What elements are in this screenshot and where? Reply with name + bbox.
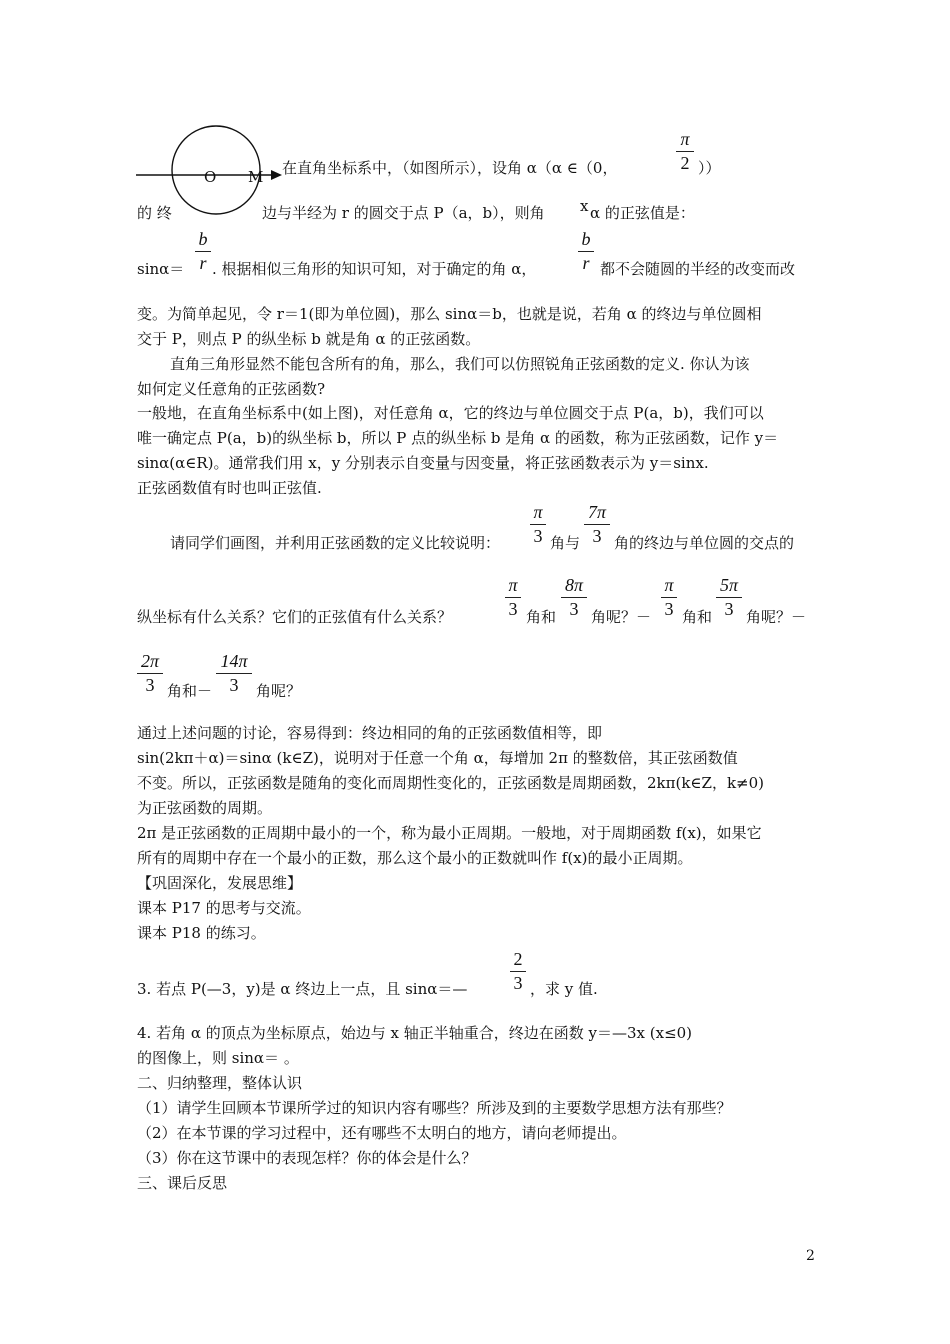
intro-line-3-end: 都不会随圆的半经的改变而改 — [600, 260, 796, 278]
intro-line-2-x: x — [580, 197, 589, 215]
fraction-14pi-over-3: 14π 3 — [216, 650, 252, 695]
figure-label-o: O — [204, 168, 217, 186]
para3-line-3: sinα(α∈R)。通常我们用 x，y 分别表示自变量与因变量，将正弦函数表示为 y＝sinx. — [137, 454, 709, 472]
fraction-5pi-over-3: 5π 3 — [716, 574, 742, 619]
question-line-2a: 纵坐标有什么关系？它们的正弦值有什么关系？ — [137, 608, 453, 626]
question-line-3b: 角呢？ — [256, 682, 302, 700]
figure-label-m: M — [248, 168, 264, 186]
fraction-2-over-3: 2 3 — [510, 948, 526, 993]
fraction-pi-over-3-c: π 3 — [661, 574, 677, 619]
intro-line-4: 变。为简单起见，令 r＝1(即为单位圆)，那么 sinα＝b，也就是说，若角 α 的终边与单位圆相 — [137, 305, 762, 323]
sin-alpha-prefix: sinα＝ — [137, 260, 185, 278]
summary-title: 二、归纳整理，整体认识 — [137, 1074, 303, 1092]
intro-line-5: 交于 P，则点 P 的纵坐标 b 就是角 α 的正弦函数。 — [137, 330, 481, 348]
question-line-2c: 角呢？－ — [591, 608, 652, 626]
para2-line-1: 直角三角形显然不能包含所有的角，那么，我们可以仿照锐角正弦函数的定义. 你认为该 — [170, 355, 750, 373]
intro-line-1: 在直角坐标系中，（如图所示），设角 α（α ∈（0， — [282, 159, 618, 177]
question-line-2d: 角和 — [682, 608, 713, 626]
page-number: 2 — [806, 1248, 815, 1264]
fraction-b-over-r: b r — [195, 228, 211, 273]
conclusion-line-6: 所有的周期中存在一个最小的正数，那么这个最小的正数就叫作 f(x)的最小正周期。 — [137, 849, 693, 867]
intro-line-2b: 边与半经为 r 的圆交于点 P（a，b），则角 — [262, 204, 545, 222]
fraction-8pi-over-3: 8π 3 — [561, 574, 587, 619]
exercise-3-text-a: 3. 若点 P(—3，y)是 α 终边上一点，且 sinα＝— — [137, 980, 468, 998]
fraction-b-over-r-2: b r — [578, 228, 594, 273]
question-line-1b: 角与 — [550, 534, 581, 552]
conclusion-line-2: sin(2kπ＋α)＝sinα (k∈Z)，说明对于任意一个角 α，每增加 2π 的整数倍，其正弦函数值 — [137, 749, 738, 767]
summary-question-3: （3）你在这节课中的表现怎样？你的体会是什么？ — [137, 1149, 477, 1167]
intro-line-1-end: ）） — [698, 159, 721, 177]
exercise-4-line-2: 的图像上，则 sinα＝ 。 — [137, 1049, 299, 1067]
para2-line-2: 如何定义任意角的正弦函数? — [137, 380, 326, 398]
conclusion-line-5: 2π 是正弦函数的正周期中最小的一个，称为最小正周期。一般地，对于周期函数 f(x)，如果它 — [137, 824, 762, 842]
question-line-2b: 角和 — [526, 608, 557, 626]
consolidate-item-2: 课本 P18 的练习。 — [137, 924, 266, 942]
conclusion-line-3: 不变。所以，正弦函数是随角的变化而周期性变化的，正弦函数是周期函数，2kπ(k∈Z，k≠0) — [137, 774, 765, 792]
exercise-3-text-b: ，求 y 值. — [530, 980, 598, 998]
fraction-2pi-over-3: 2π 3 — [137, 650, 163, 695]
fraction-pi-over-2: π 2 — [676, 128, 694, 173]
para3-line-2: 唯一确定点 P(a，b)的纵坐标 b，所以 P 点的纵坐标 b 是角 α 的函数，称为正弦函数，记作 y＝ — [137, 429, 779, 447]
intro-line-2c: α 的正弦值是： — [590, 204, 695, 222]
question-line-1c: 角的终边与单位圆的交点的 — [614, 534, 795, 552]
question-line-2e: 角呢？－ — [746, 608, 807, 626]
intro-line-2a: 的 终 — [137, 204, 172, 222]
summary-question-2: （2）在本节课的学习过程中，还有哪些不太明白的地方，请向老师提出。 — [137, 1124, 627, 1142]
fraction-pi-over-3-b: π 3 — [505, 574, 521, 619]
consolidate-item-1: 课本 P17 的思考与交流。 — [137, 899, 311, 917]
consolidate-title: 【巩固深化，发展思维】 — [137, 874, 303, 892]
intro-line-3-mid: . 根据相似三角形的知识可知，对于确定的角 α， — [212, 260, 537, 278]
conclusion-line-4: 为正弦函数的周期。 — [137, 799, 273, 817]
question-line-1a: 请同学们画图，并利用正弦函数的定义比较说明： — [170, 534, 501, 552]
conclusion-line-1: 通过上述问题的讨论，容易得到：终边相同的角的正弦函数值相等，即 — [137, 724, 603, 742]
summary-question-1: （1）请学生回顾本节课所学过的知识内容有哪些？所涉及到的主要数学思想方法有那些？ — [137, 1099, 732, 1117]
question-line-3a: 角和－ — [167, 682, 213, 700]
exercise-4-line-1: 4. 若角 α 的顶点为坐标原点，始边与 x 轴正半轴重合，终边在函数 y＝—3x (x≤0) — [137, 1024, 693, 1042]
fraction-7pi-over-3: 7π 3 — [584, 501, 610, 546]
para3-line-1: 一般地，在直角坐标系中(如上图)，对任意角 α，它的终边与单位圆交于点 P(a，b)，我们可以 — [137, 404, 764, 422]
x-axis-arrowhead — [271, 170, 282, 180]
reflection-title: 三、课后反思 — [137, 1174, 228, 1192]
para3-line-4: 正弦函数值有时也叫正弦值. — [137, 479, 322, 497]
fraction-pi-over-3-a: π 3 — [530, 501, 546, 546]
